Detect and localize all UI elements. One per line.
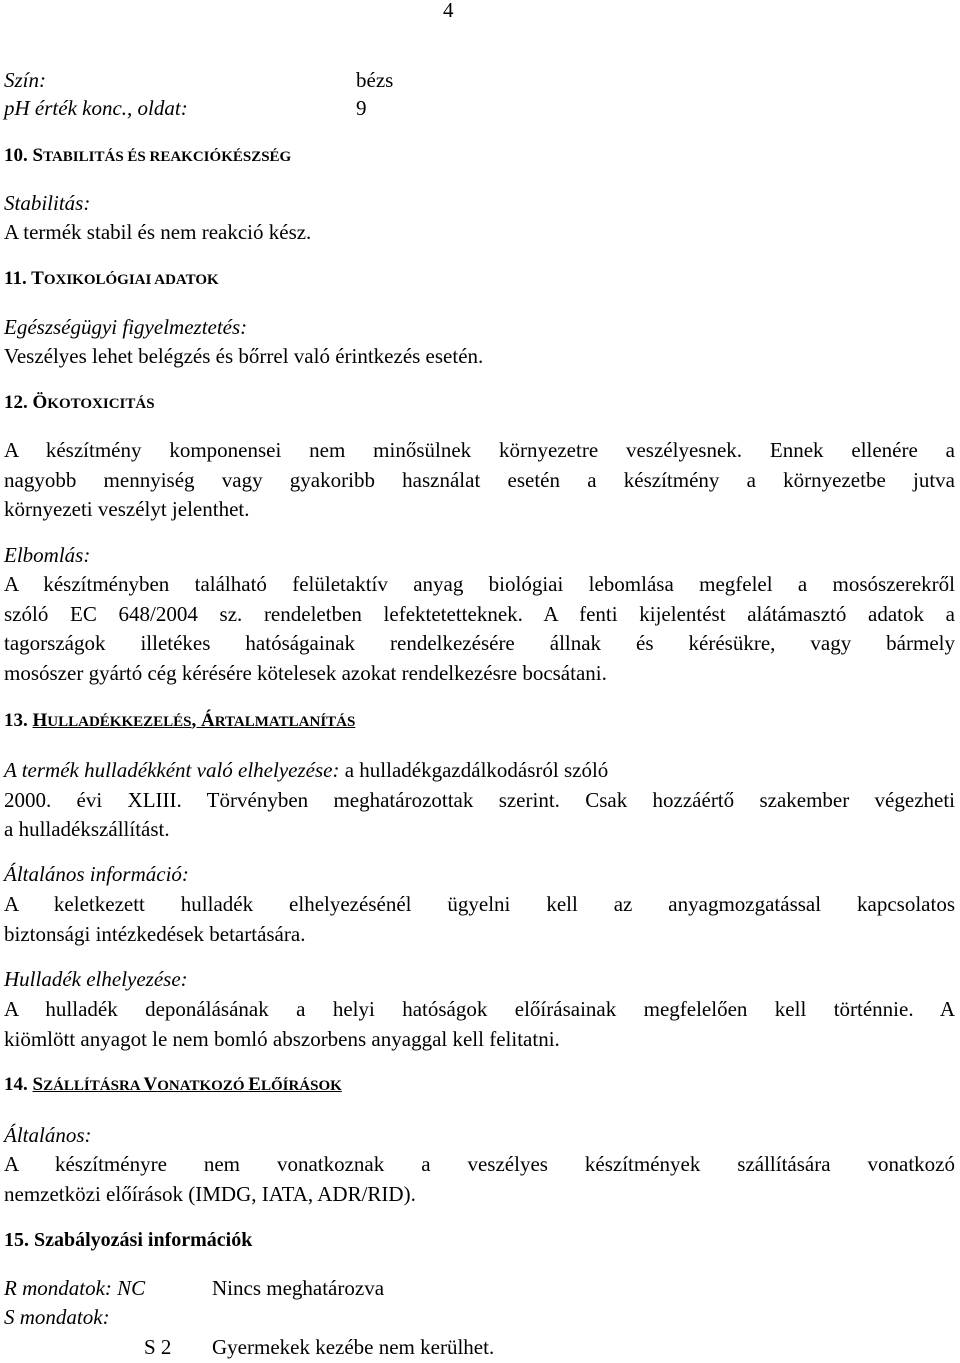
- ph-label: pH érték konc., oldat:: [4, 96, 188, 120]
- section-14-heading: 14. SZÁLLÍTÁSRA VONATKOZÓ ELŐÍRÁSOK: [4, 1074, 342, 1095]
- r-phrases-text: Nincs meghatározva: [212, 1276, 385, 1300]
- section-12-heading: 12. ÖKOTOXICITÁS: [4, 392, 155, 413]
- stability-text: A termék stabil és nem reakció kész.: [4, 220, 312, 244]
- section-13-heading: 13. HULLADÉKKEZELÉS, ÁRTALMATLANÍTÁS: [4, 710, 356, 731]
- page-number: 4: [443, 0, 454, 22]
- general-info-label: Általános információ:: [4, 862, 189, 886]
- transport-paragraph: A készítményre nem vonatkoznak a veszélyes készítmények szállítására vonatkozó nemzetközi előírások (IMDG, IATA, ADR/RID).: [4, 1152, 955, 1206]
- s-phrase-code: S 2: [144, 1335, 172, 1359]
- ecotox-paragraph: A készítmény komponensei nem minősülnek környezetre veszélyesnek. Ennek ellenére a nagyobb mennyiség vagy gyakoribb használat esetén a készítmény a környezetbe jutva környezeti veszélyt jelenthet.: [4, 438, 955, 521]
- health-warning-text: Veszélyes lehet belégzés és bőrrel való érintkezés esetén.: [4, 344, 484, 368]
- general-info-paragraph: A keletkezett hulladék elhelyezésénél ügyelni kell az anyagmozgatással kapcsolatos biztonsági intézkedések betartására.: [4, 892, 955, 946]
- transport-general-label: Általános:: [4, 1123, 92, 1147]
- degradation-label: Elbomlás:: [4, 543, 91, 567]
- disposal-label: Hulladék elhelyezése:: [4, 967, 188, 991]
- waste-paragraph: A termék hulladékként való elhelyezése: a hulladékgazdálkodásról szóló 2000. évi XLIII. Törvényben meghatározottak szerint. Csak hozzáértő szakember végezheti a hulladékszállítást.: [4, 758, 955, 841]
- stability-label: Stabilitás:: [4, 191, 91, 215]
- degradation-paragraph: A készítményben található felületaktív anyag biológiai lebomlása megfelel a mosószerekről szóló EC 648/2004 sz. rendeletben lefektetetteknek. A fenti kijelentést alátámasztó adatok a tagországok illetékes hatóságainak rendelkezésére állnak és kérésükre, vagy bármely mosószer gyártó cég kérésére kötelesek azokat rendelkezésre bocsátani.: [4, 572, 955, 685]
- r-phrases-label: R mondatok: NC: [4, 1276, 146, 1300]
- section-11-heading: 11. TOXIKOLÓGIAI ADATOK: [4, 268, 219, 289]
- disposal-paragraph: A hulladék deponálásának a helyi hatóságok előírásainak megfelelően kell történnie. A kiömlött anyagot le nem bomló abszorbens anyaggal kell felitatni.: [4, 997, 955, 1051]
- section-15-heading: 15. Szabályozási információk: [4, 1229, 253, 1251]
- ph-value: 9: [356, 96, 367, 120]
- waste-placement-label: A termék hulladékként való elhelyezése:: [4, 758, 340, 782]
- health-warning-label: Egészségügyi figyelmeztetés:: [4, 315, 248, 339]
- section-10-heading: 10. STABILITÁS ÉS REAKCIÓKÉSZSÉG: [4, 145, 292, 166]
- color-label: Szín:: [4, 68, 46, 92]
- s-phrases-label: S mondatok:: [4, 1305, 110, 1329]
- color-value: bézs: [356, 68, 394, 92]
- s-phrase-text: Gyermekek kezébe nem kerülhet.: [212, 1335, 495, 1359]
